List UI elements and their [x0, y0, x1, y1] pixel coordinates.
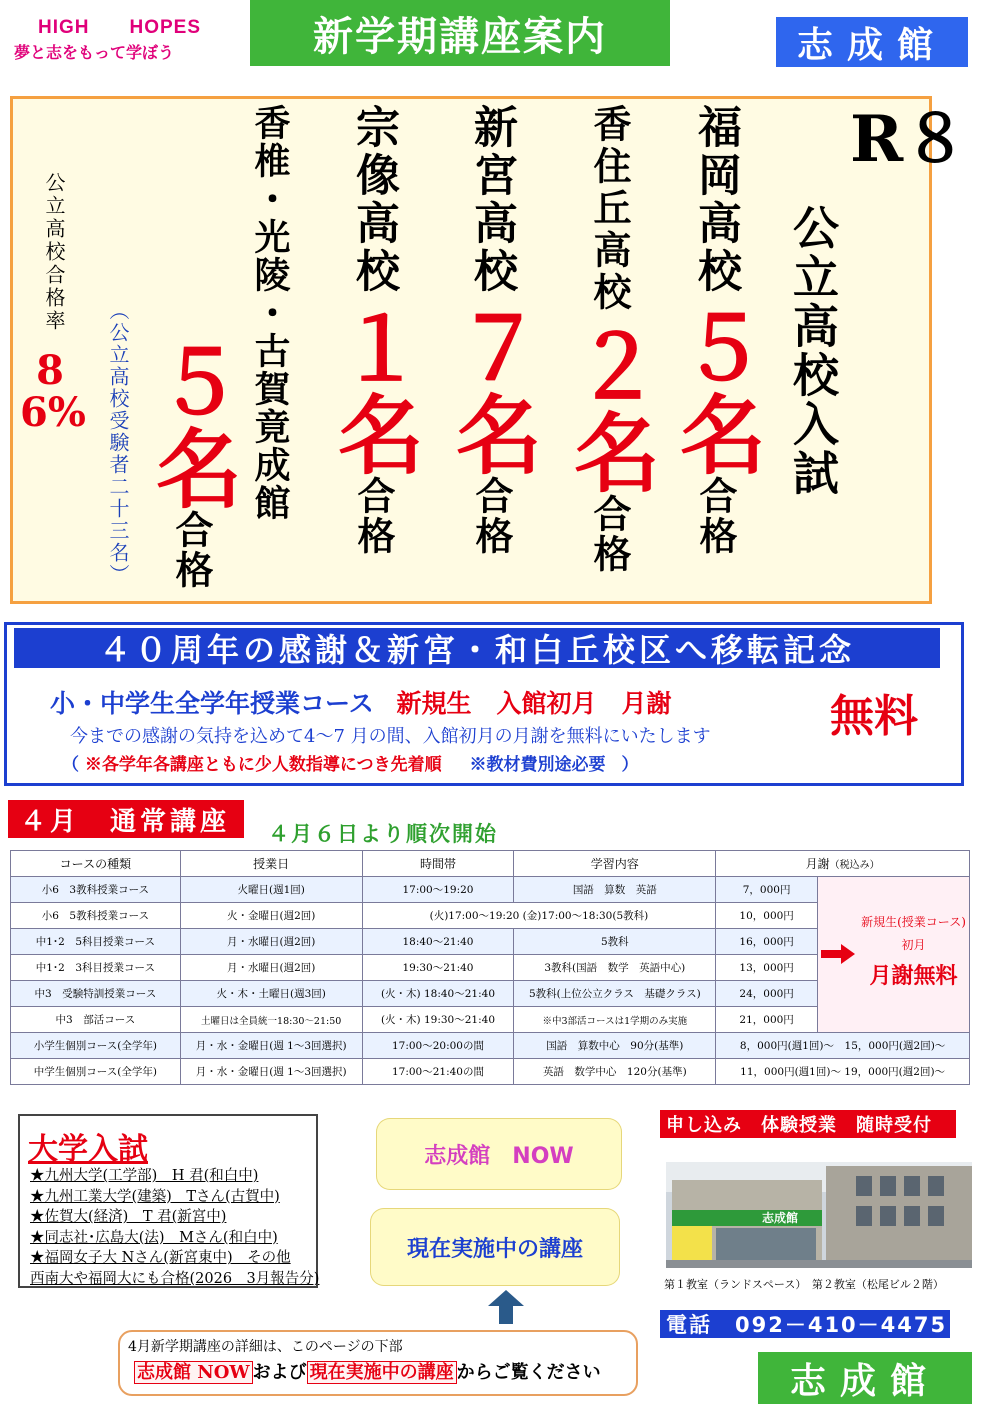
school-name: 福岡高校 [690, 104, 741, 296]
paren-open: （ [62, 755, 79, 775]
arrow-right-icon [821, 942, 855, 966]
school-column [441, 104, 542, 556]
cell-course: 中1･2 5科目授業コース [11, 929, 181, 955]
cell-days: 月・水・金曜日(週 1～3回選択) [180, 1033, 362, 1059]
list-item: ★佐賀大(経済) T 君(新宮中) [30, 1209, 227, 1225]
cell-course: 中3 受験特訓授業コース [11, 981, 181, 1007]
note-line1: 新規生(授業コース) [861, 914, 966, 929]
detail-now-link[interactable]: 志成館 NOW [134, 1361, 253, 1384]
table-row [11, 1033, 970, 1059]
detail-end: からご覧ください [456, 1362, 601, 1383]
cell-days: 月・水・金曜日(週 1～3回選択) [180, 1059, 362, 1085]
header-fee-label: 月謝 [805, 857, 830, 871]
cell-days: 火・木・土曜日(週3回) [180, 981, 362, 1007]
school-name: 宗像高校 [348, 104, 399, 296]
university-title: 大学入試 [28, 1132, 148, 1167]
results-exam-title: 公立高校入試 [786, 204, 840, 498]
building-sign: 志成館 [762, 1211, 799, 1225]
cell-fee: 24，000円 [716, 981, 818, 1007]
list-item: ★福岡女子大 Nさん(新宮東中) その他 [30, 1250, 291, 1266]
cell-fee: 13，000円 [716, 955, 818, 981]
pass-count: ５名 [141, 338, 242, 510]
phone-number[interactable]: 電話 092－410－4475 [660, 1310, 950, 1338]
school-column [323, 104, 424, 556]
slogan-japanese: 夢と志をもって学ぼう [14, 43, 175, 62]
anniversary-offer [50, 684, 672, 720]
header-course: コースの種類 [11, 851, 181, 877]
photo-caption: 第１教室（ランドスペース） 第２教室（松尾ビル２階） [664, 1278, 944, 1291]
detail-line1: 4月新学期講座の詳細は、このページの下部 [128, 1339, 403, 1355]
regular-course-title: ４月 通常講座 [8, 800, 244, 838]
cell-content: ※中3部活コースは1学期のみ実施 [514, 1007, 716, 1033]
cell-fee: 11，000円(週1回)～ 19，000円(週2回)～ [716, 1059, 970, 1085]
current-courses-link-button[interactable]: 現在実施中の講座 [370, 1208, 620, 1286]
pass-count: ５名 [665, 304, 766, 476]
cell-days: 月・水曜日(週2回) [180, 929, 362, 955]
note-first-come: ※各学年各講座ともに少人数指導につき先着順 [84, 755, 442, 775]
cell-course: 小6 5教科授業コース [11, 903, 181, 929]
examinees-note: （公立高校受験者二十三名） [106, 300, 130, 586]
cell-fee: 7，000円 [716, 877, 818, 903]
cell-content: 英語 数学中心 120分(基準) [514, 1059, 716, 1085]
anniversary-heading: ４０周年の感謝＆新宮・和白丘校区へ移転記念 [14, 628, 940, 668]
brand-badge-bottom: 志成館 [758, 1352, 972, 1404]
cell-time: (火・木) 19:30～21:40 [362, 1007, 514, 1033]
detail-current-link[interactable]: 現在実施中の講座 [307, 1361, 457, 1384]
header-fee [716, 851, 970, 877]
pass-count: １名 [323, 304, 424, 476]
note-line2: 初月 [901, 937, 926, 952]
results-year: R８ [850, 102, 968, 177]
pass-rate: 86% [20, 347, 86, 436]
cell-time: (火)17:00～19:20 (金)17:00～18:30(5教科) [362, 903, 716, 929]
cell-course: 小学生個別コース(全学年) [11, 1033, 181, 1059]
now-link-button[interactable]: 志成館 NOW [376, 1118, 622, 1190]
school-column [665, 104, 766, 556]
page-title: 新学期講座案内 [250, 0, 670, 66]
cell-time: 17:00～20:00の間 [362, 1033, 514, 1059]
cell-fee: 16，000円 [716, 929, 818, 955]
cell-fee: 8，000円(週1回)～ 15，000円(週2回)～ [716, 1033, 970, 1059]
header-days: 授業日 [180, 851, 362, 877]
cell-days: 月・水曜日(週2回) [180, 955, 362, 981]
brand-badge: 志成館 [776, 17, 968, 67]
anniversary-notes [62, 750, 638, 775]
university-list [30, 1166, 319, 1289]
pass-count: ２名 [559, 322, 660, 494]
pass-label: 合格 [468, 476, 514, 556]
school-name: 香住丘高校 [587, 104, 632, 314]
table-row [11, 877, 970, 903]
cell-time: (火・木) 18:40～21:40 [362, 981, 514, 1007]
pass-label: 合格 [350, 476, 396, 556]
cell-time: 18:40～21:40 [362, 929, 514, 955]
cell-fee: 10，000円 [716, 903, 818, 929]
cell-content: 国語 算数 英語 [514, 877, 716, 903]
list-item: 西南大や福岡大にも合格(2026 3月報告分) [30, 1270, 320, 1287]
header-fee-tax: （税込み） [829, 860, 880, 871]
cell-days: 土曜日は全員統一18:30～21:50 [180, 1007, 362, 1033]
anniversary-offer-text: 新規生 入館初月 月謝 [396, 689, 672, 718]
cell-fee: 21，000円 [716, 1007, 818, 1033]
cell-days: 火・金曜日(週2回) [180, 903, 362, 929]
cell-course: 中3 部活コース [11, 1007, 181, 1033]
pass-label: 合格 [692, 476, 738, 556]
cell-days: 火曜日(週1回) [180, 877, 362, 903]
start-date: ４月６日より順次開始 [268, 822, 498, 846]
cell-content: 5教科(上位公立クラス 基礎クラス) [514, 981, 716, 1007]
paren-close: ） [621, 755, 639, 775]
header-time: 時間帯 [362, 851, 514, 877]
cell-course: 小6 3教科授業コース [11, 877, 181, 903]
building-photo [666, 1162, 972, 1268]
cell-content: 5教科 [514, 929, 716, 955]
note-materials: ※教材費別途必要 [469, 755, 606, 775]
pass-label: 合格 [168, 510, 214, 590]
cell-content: 3教科(国語 数学 英語中心) [514, 955, 716, 981]
table-header-row [11, 851, 970, 877]
anniversary-desc: 今までの感謝の気持を込めて4～7 月の間、入館初月の月謝を無料にいたします [70, 726, 711, 747]
anniversary-course: 小・中学生全学年授業コース [50, 689, 374, 718]
list-item: ★九州工業大学(建築) Tさん(古賀中) [30, 1188, 280, 1205]
list-item: ★同志社･広島大(法) Mさん(和白中) [30, 1229, 278, 1246]
school-name: 新宮高校 [466, 104, 517, 296]
course-table [10, 850, 970, 1085]
apply-banner: 申し込み 体験授業 随時受付 [660, 1110, 956, 1138]
school-column [141, 330, 242, 590]
list-item: ★九州大学(工学部) H 君(和白中) [30, 1168, 259, 1184]
cell-course: 中学生個別コース(全学年) [11, 1059, 181, 1085]
school-column [559, 104, 660, 574]
free-label: 無料 [830, 691, 918, 742]
header-content: 学習内容 [514, 851, 716, 877]
detail-line2 [134, 1358, 601, 1384]
cell-course: 中1･2 3科目授業コース [11, 955, 181, 981]
new-student-note [817, 877, 969, 1033]
slogan-english: HIGH HOPES [38, 17, 202, 38]
school-name: 香椎・光陵・古賀竟成館 [249, 104, 291, 522]
pass-count: ７名 [441, 304, 542, 476]
cell-content: 国語 算数中心 90分(基準) [514, 1033, 716, 1059]
arrow-up-icon [488, 1290, 524, 1324]
cell-time: 17:00～21:40の間 [362, 1059, 514, 1085]
cell-time: 17:00～19:20 [362, 877, 514, 903]
pass-rate-label: 公立高校合格率 [42, 172, 66, 333]
pass-label: 合格 [586, 494, 632, 574]
cell-time: 19:30～21:40 [362, 955, 514, 981]
detail-mid: および [252, 1362, 307, 1383]
table-row [11, 1059, 970, 1085]
note-line3: 月謝無料 [869, 963, 958, 990]
